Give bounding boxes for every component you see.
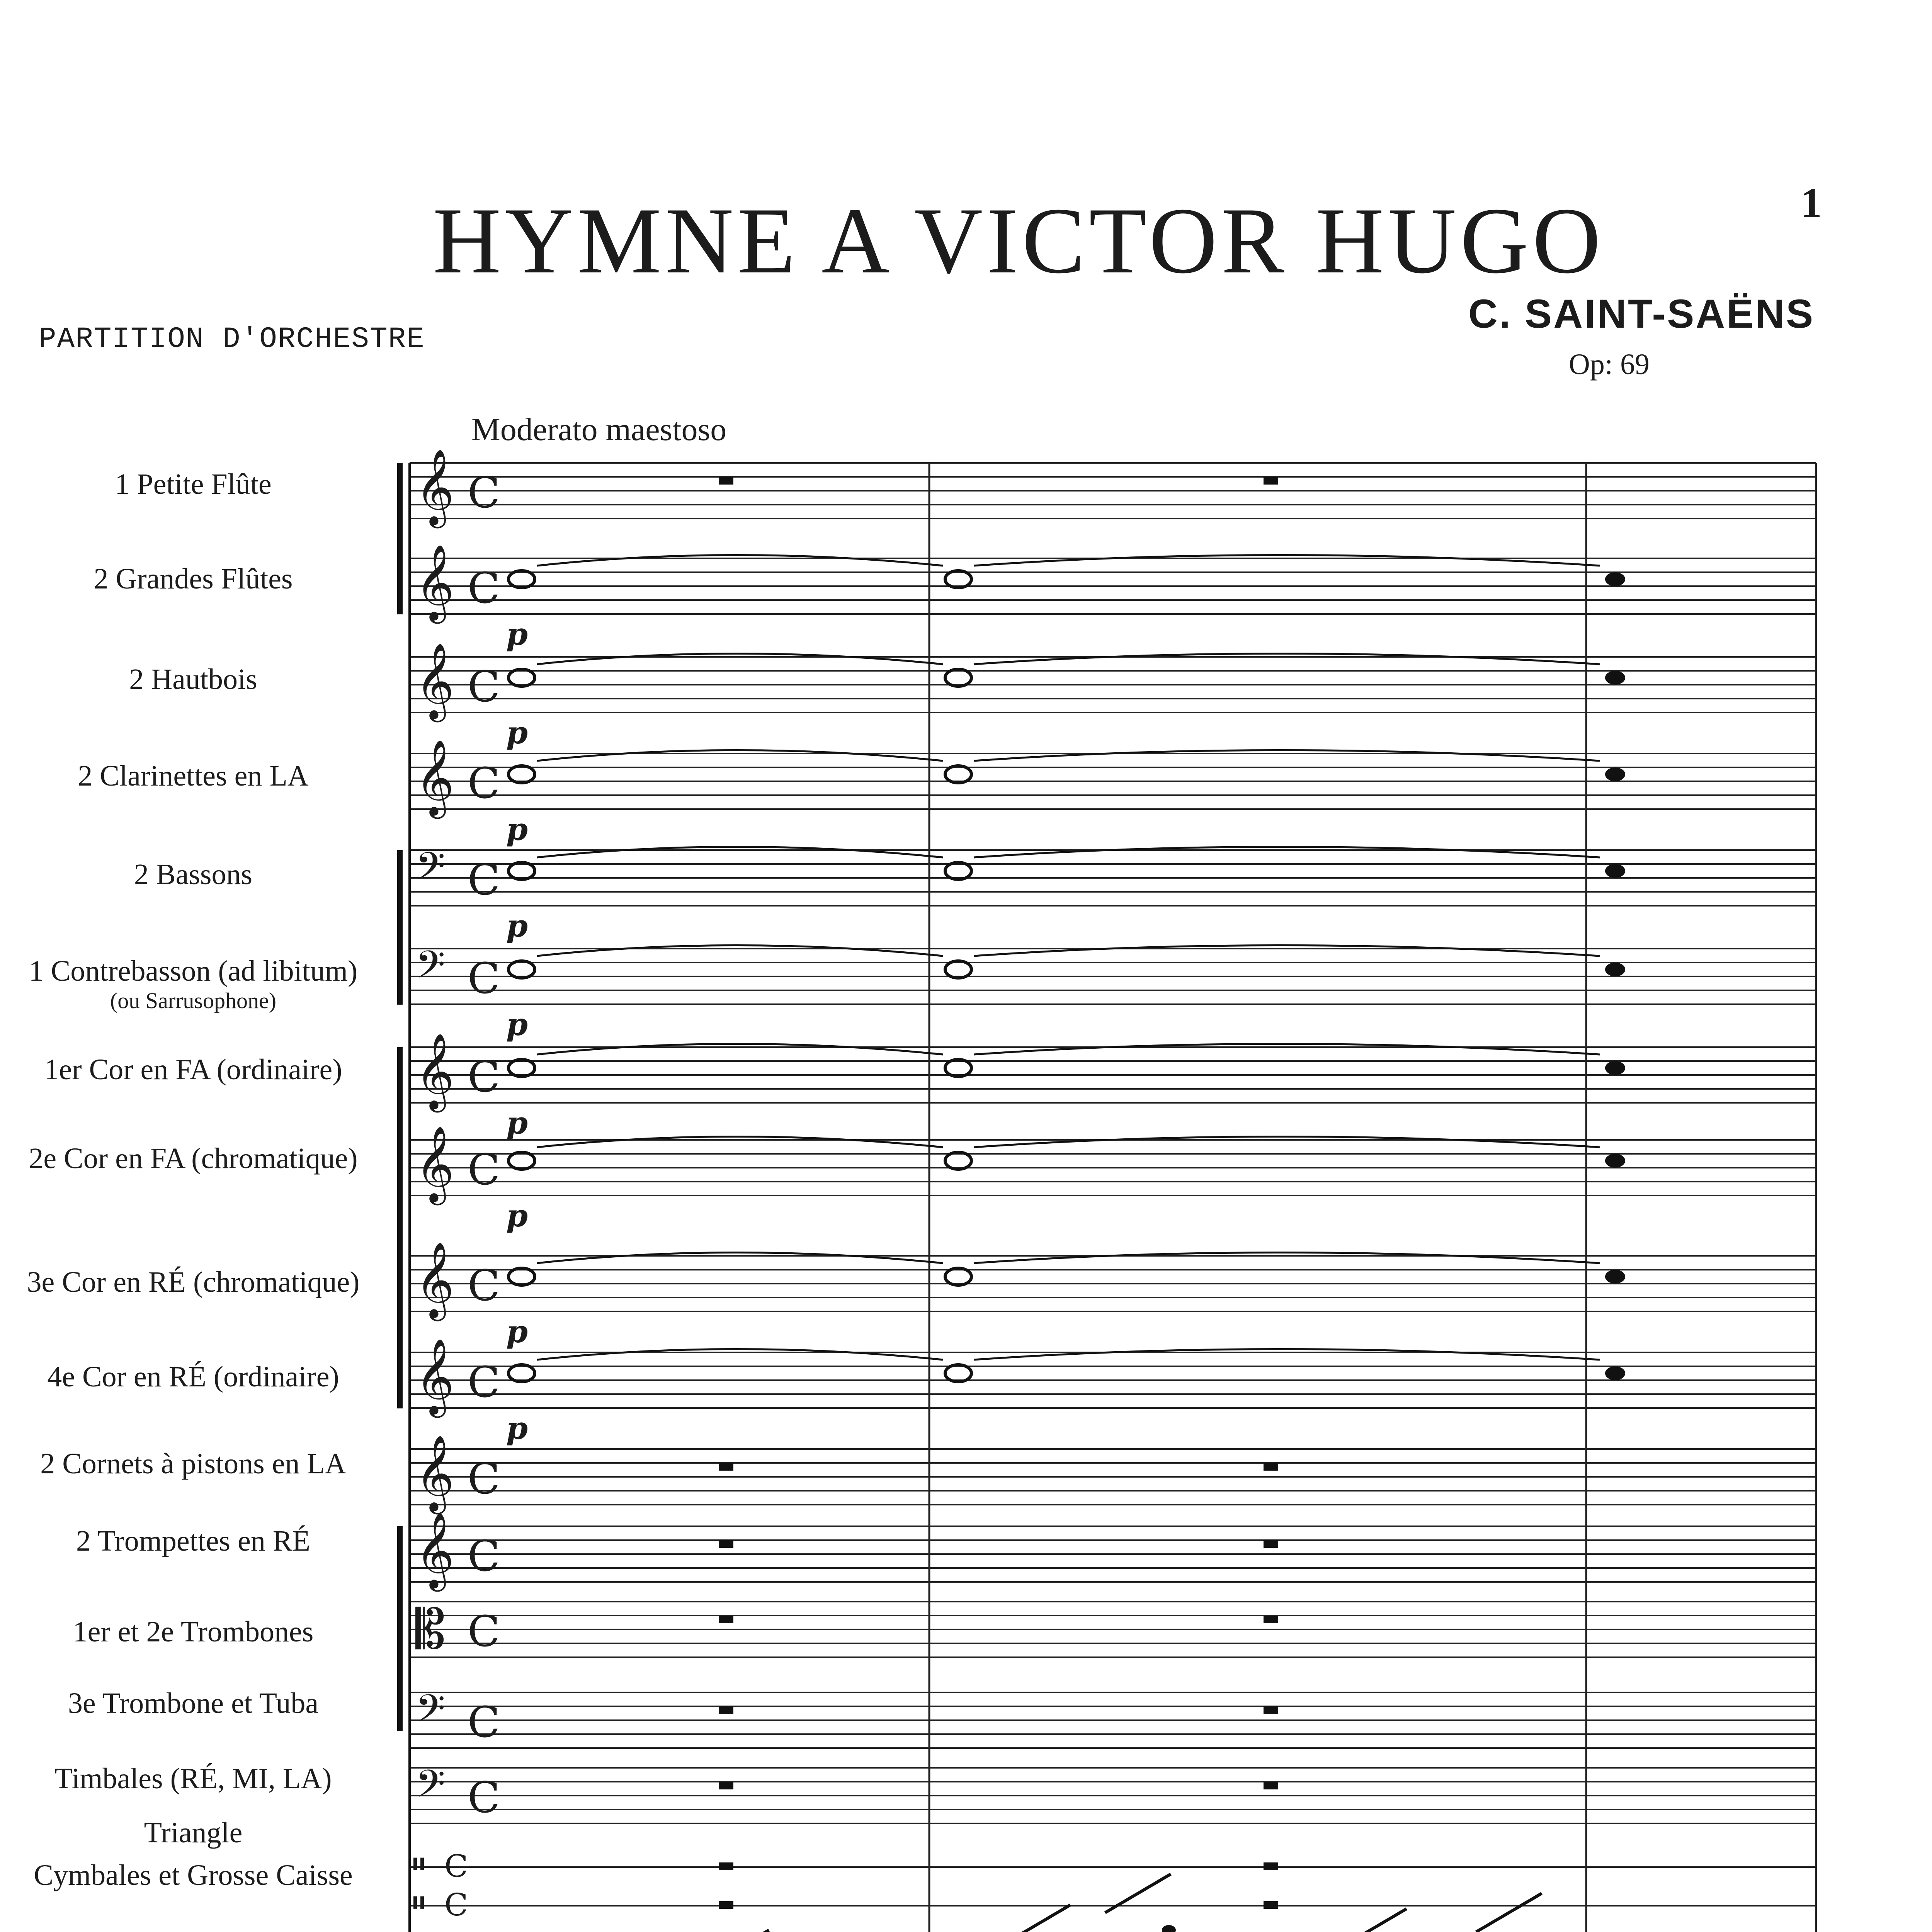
dynamic-piano: p xyxy=(506,811,528,847)
tempo-marking: Moderato maestoso xyxy=(471,412,727,447)
whole-note xyxy=(509,1060,535,1077)
instrument-name: 3e Trombone et Tuba xyxy=(68,1687,319,1719)
dynamic-piano: p xyxy=(506,1313,528,1350)
whole-rest xyxy=(719,477,733,485)
whole-note xyxy=(945,961,971,978)
whole-rest xyxy=(1264,477,1278,485)
whole-note xyxy=(509,1152,535,1169)
whole-rest xyxy=(719,1706,733,1714)
clef: 𝄞 xyxy=(415,449,454,525)
whole-note xyxy=(945,862,971,879)
dynamic-piano: p xyxy=(506,714,528,751)
clef: 𝄞 xyxy=(415,1338,454,1415)
whole-rest xyxy=(719,1901,733,1909)
clef: 𝄞 xyxy=(415,1126,454,1202)
time-signature: C xyxy=(468,1454,500,1503)
eighth-note xyxy=(1605,1366,1625,1380)
clef: 𝄞 xyxy=(415,643,454,719)
dynamic-piano: p xyxy=(506,1197,528,1234)
whole-note xyxy=(509,669,535,686)
clef: 𝄢 xyxy=(415,1762,446,1816)
instrument-name: Timbales (RÉ, MI, LA) xyxy=(54,1762,332,1795)
time-signature: C xyxy=(468,1773,500,1822)
beam xyxy=(1476,1893,1542,1932)
page-number: 1 xyxy=(1801,179,1822,226)
beam xyxy=(1341,1909,1406,1932)
whole-note xyxy=(945,571,971,588)
eighth-note xyxy=(1605,572,1625,586)
eighth-note xyxy=(1605,767,1625,781)
time-signature: C xyxy=(468,1052,500,1102)
eighth-note xyxy=(1605,864,1625,878)
dynamic-piano: p xyxy=(506,1410,528,1446)
instrument-name: Triangle xyxy=(144,1816,243,1849)
whole-rest xyxy=(719,1782,733,1789)
clef: 𝄡 xyxy=(415,1598,446,1661)
tie xyxy=(537,1044,943,1055)
tie xyxy=(537,1253,943,1264)
tie xyxy=(974,847,1600,858)
whole-rest xyxy=(719,1540,733,1548)
whole-note xyxy=(945,1268,971,1285)
clef: 𝄢 xyxy=(415,1687,446,1740)
tie xyxy=(537,654,943,665)
whole-note xyxy=(509,862,535,879)
instrument-subname: (ou Sarrusophone) xyxy=(110,988,277,1014)
eighth-note xyxy=(1605,963,1625,976)
whole-note xyxy=(945,1060,971,1077)
whole-note xyxy=(509,571,535,588)
tie xyxy=(974,946,1600,956)
time-signature: C xyxy=(468,855,500,905)
whole-rest xyxy=(719,1463,733,1471)
time-signature: C xyxy=(468,563,500,613)
time-signature: C xyxy=(468,1607,500,1656)
whole-rest xyxy=(1264,1782,1278,1789)
time-signature: C xyxy=(468,1697,500,1747)
whole-rest xyxy=(1264,1463,1278,1471)
whole-rest xyxy=(719,1862,733,1870)
tie xyxy=(974,1137,1600,1148)
tie xyxy=(537,750,943,761)
whole-rest xyxy=(719,1616,733,1623)
tie xyxy=(974,555,1600,566)
time-signature: C xyxy=(444,1848,468,1884)
tie xyxy=(974,654,1600,665)
time-signature: C xyxy=(468,954,500,1003)
clef: 𝄞 xyxy=(415,1033,454,1109)
opus-number: Op: 69 xyxy=(1569,348,1650,381)
instrument-name: 1 Contrebasson (ad libitum) xyxy=(29,955,358,987)
time-signature: C xyxy=(468,468,500,517)
percussion-clef: 𝄥 xyxy=(413,1845,424,1885)
whole-note xyxy=(945,766,971,783)
time-signature: C xyxy=(468,1531,500,1581)
instrument-name: 2 Clarinettes en LA xyxy=(78,760,309,792)
time-signature: C xyxy=(468,1145,500,1194)
instrument-name: 1er et 2e Trombones xyxy=(73,1616,314,1648)
whole-note xyxy=(509,1268,535,1285)
beam xyxy=(1005,1905,1070,1932)
tie xyxy=(974,1044,1600,1055)
time-signature: C xyxy=(468,1261,500,1310)
dynamic-piano: p xyxy=(506,1006,528,1043)
tie xyxy=(974,750,1600,761)
time-signature: C xyxy=(468,759,500,808)
eighth-note xyxy=(1605,1061,1625,1075)
eighth-note xyxy=(1605,1270,1625,1284)
whole-note xyxy=(509,961,535,978)
whole-rest xyxy=(1264,1901,1278,1909)
instrument-name: 2 Grandes Flûtes xyxy=(94,563,293,595)
tie xyxy=(974,1349,1600,1360)
clef: 𝄞 xyxy=(415,544,454,621)
instrument-name: 2 Trompettes en RÉ xyxy=(76,1525,310,1557)
time-signature: C xyxy=(444,1887,468,1923)
beam xyxy=(1105,1874,1171,1913)
eighth-note xyxy=(1605,1154,1625,1168)
instrument-name: 3e Cor en RÉ (chromatique) xyxy=(27,1266,360,1298)
instrument-name: 2 Bassons xyxy=(134,858,253,891)
page-title: HYMNE A VICTOR HUGO xyxy=(433,188,1605,293)
tie xyxy=(537,946,943,956)
beam xyxy=(703,1930,769,1932)
instrument-name: 1er Cor en FA (ordinaire) xyxy=(44,1053,342,1086)
clef: 𝄢 xyxy=(415,943,446,997)
whole-note xyxy=(509,1365,535,1382)
clef: 𝄞 xyxy=(415,1512,454,1588)
clef: 𝄞 xyxy=(415,1242,454,1318)
percussion-clef: 𝄥 xyxy=(413,1883,424,1924)
dynamic-piano: p xyxy=(506,908,528,944)
whole-note xyxy=(945,1365,971,1382)
time-signature: C xyxy=(468,662,500,711)
whole-note xyxy=(945,1152,971,1169)
instrument-name: 1 Petite Flûte xyxy=(115,468,272,500)
whole-rest xyxy=(1264,1706,1278,1714)
whole-rest xyxy=(1264,1540,1278,1548)
time-signature: C xyxy=(468,1357,500,1407)
instrument-name: 2 Cornets à pistons en LA xyxy=(40,1447,346,1480)
tie xyxy=(974,1253,1600,1264)
tie xyxy=(537,1349,943,1360)
clef: 𝄞 xyxy=(415,1435,454,1511)
whole-rest xyxy=(1264,1616,1278,1623)
instrument-name: Cymbales et Grosse Caisse xyxy=(34,1859,353,1891)
clef: 𝄢 xyxy=(415,844,446,898)
instrument-name: 4e Cor en RÉ (ordinaire) xyxy=(47,1361,339,1393)
composer-name: C. SAINT-SAËNS xyxy=(1468,291,1815,337)
instrument-name: 2 Hautbois xyxy=(129,663,257,696)
score-type-label: PARTITION D'ORCHESTRE xyxy=(39,323,425,356)
tie xyxy=(537,1137,943,1148)
whole-note xyxy=(945,669,971,686)
tie xyxy=(537,847,943,858)
dynamic-piano: p xyxy=(506,1105,528,1141)
clef: 𝄞 xyxy=(415,739,454,816)
whole-note xyxy=(509,766,535,783)
dynamic-piano: p xyxy=(506,616,528,652)
harp-note xyxy=(1162,1925,1176,1932)
tie xyxy=(537,555,943,566)
eighth-note xyxy=(1605,671,1625,685)
instrument-name: 2e Cor en FA (chromatique) xyxy=(29,1142,358,1175)
whole-rest xyxy=(1264,1862,1278,1870)
